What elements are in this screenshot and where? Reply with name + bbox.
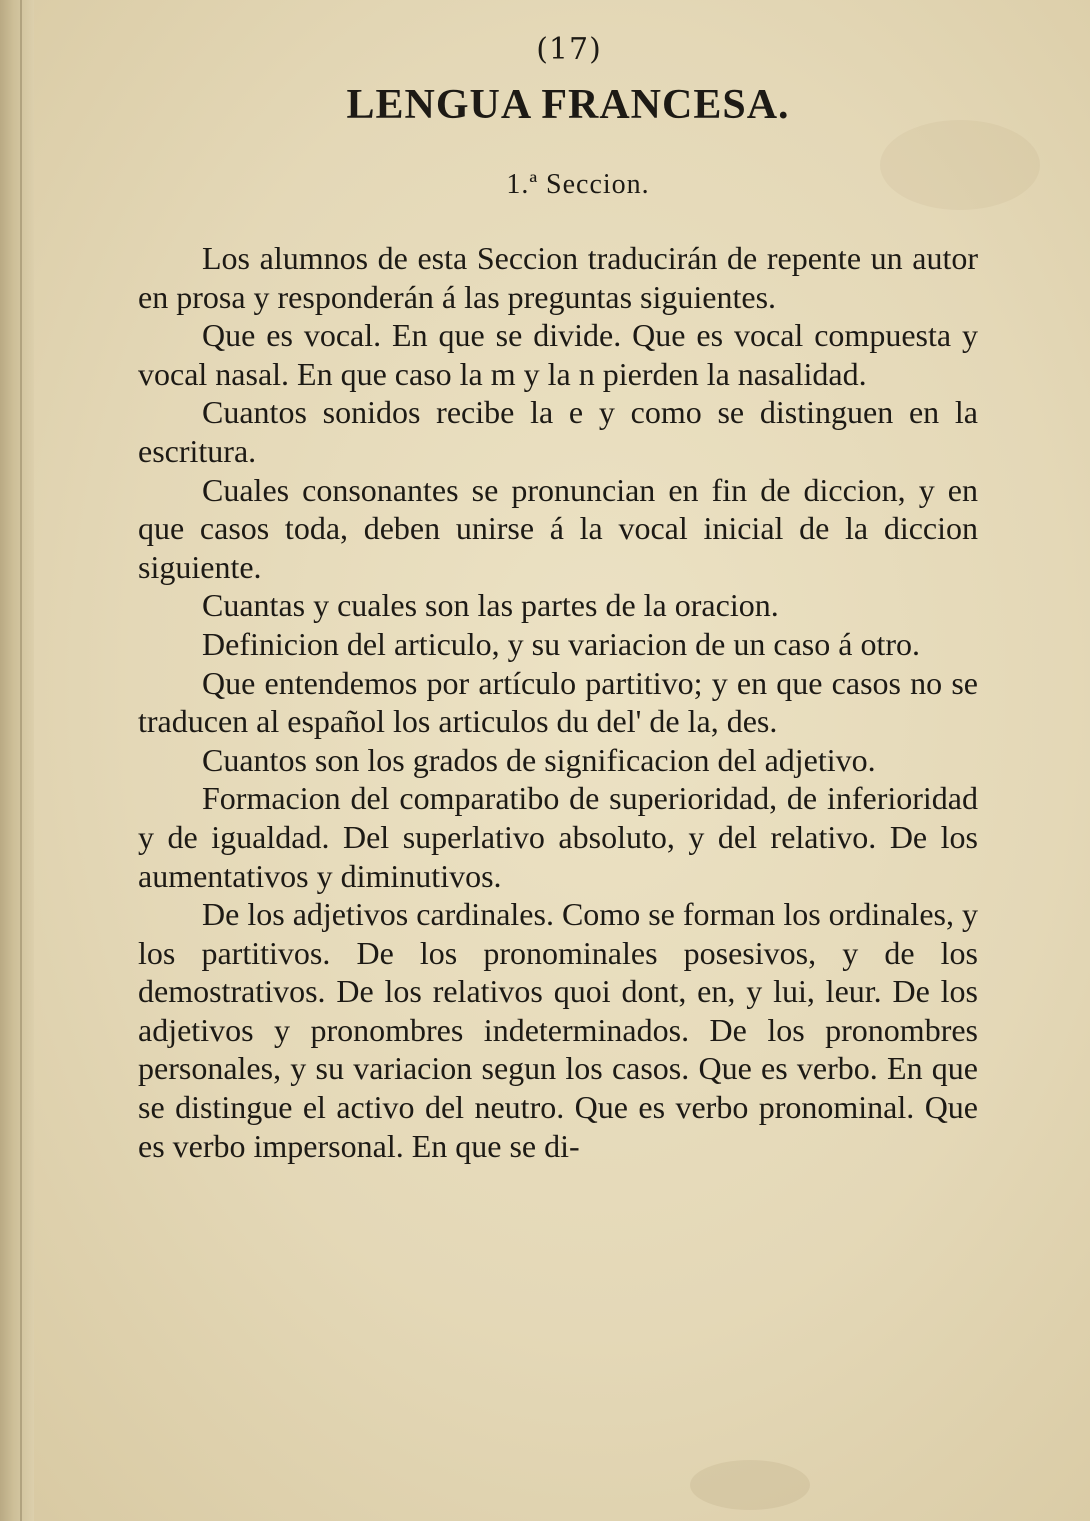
paragraph: Formacion del comparatibo de superioridad, de inferioridad y de igualdad. Del superlativo absoluto, y del relativo. De los aumentativos y diminutivos. (138, 780, 978, 894)
body-text (138, 239, 978, 1165)
paragraph: Cuantos son los grados de significacion del adjetivo. (202, 741, 876, 778)
page-number: (17) (536, 32, 602, 67)
paragraph: Que es vocal. En que se divide. Que es vocal compuesta y vocal nasal. En que caso la m y la n pierden la nasalidad. (138, 317, 978, 392)
paper-stain (690, 1460, 810, 1510)
section-label: 1.ª Seccion. (506, 169, 650, 200)
page-content (138, 32, 978, 1165)
paragraph: Cuantos sonidos recibe la e y como se distinguen en la escritura. (138, 394, 978, 469)
paragraph: Cuantas y cuales son las partes de la oracion. (202, 587, 779, 624)
paragraph: Los alumnos de esta Seccion traducirán de repente un autor en prosa y responderán á las preguntas siguientes. (138, 240, 978, 315)
paragraph: Cuales consonantes se pronuncian en fin de diccion, y en que casos toda, deben unirse á la vocal inicial de la diccion siguiente. (138, 471, 978, 585)
paragraph: De los adjetivos cardinales. Como se forman los ordinales, y los partitivos. De los pronominales posesivos, y de los demostrativos. De los relativos quoi dont, en, y lui, leur. De los adjetivos y pronombres indeterminados. De los pronombres personales, y su variacion segun los casos. Que es verbo. En que se distingue el activo del neutro. Que es verbo pronominal. Que es verbo impersonal. En que se di- (138, 896, 978, 1164)
paragraph: Definicion del articulo, y su variacion de un caso á otro. (202, 625, 920, 662)
book-gutter (0, 0, 34, 1521)
page-title: LENGUA FRANCESA. (346, 82, 790, 128)
paragraph: Que entendemos por artículo partitivo; y en que casos no se traducen al español los articulos du del' de la, des. (138, 664, 978, 740)
